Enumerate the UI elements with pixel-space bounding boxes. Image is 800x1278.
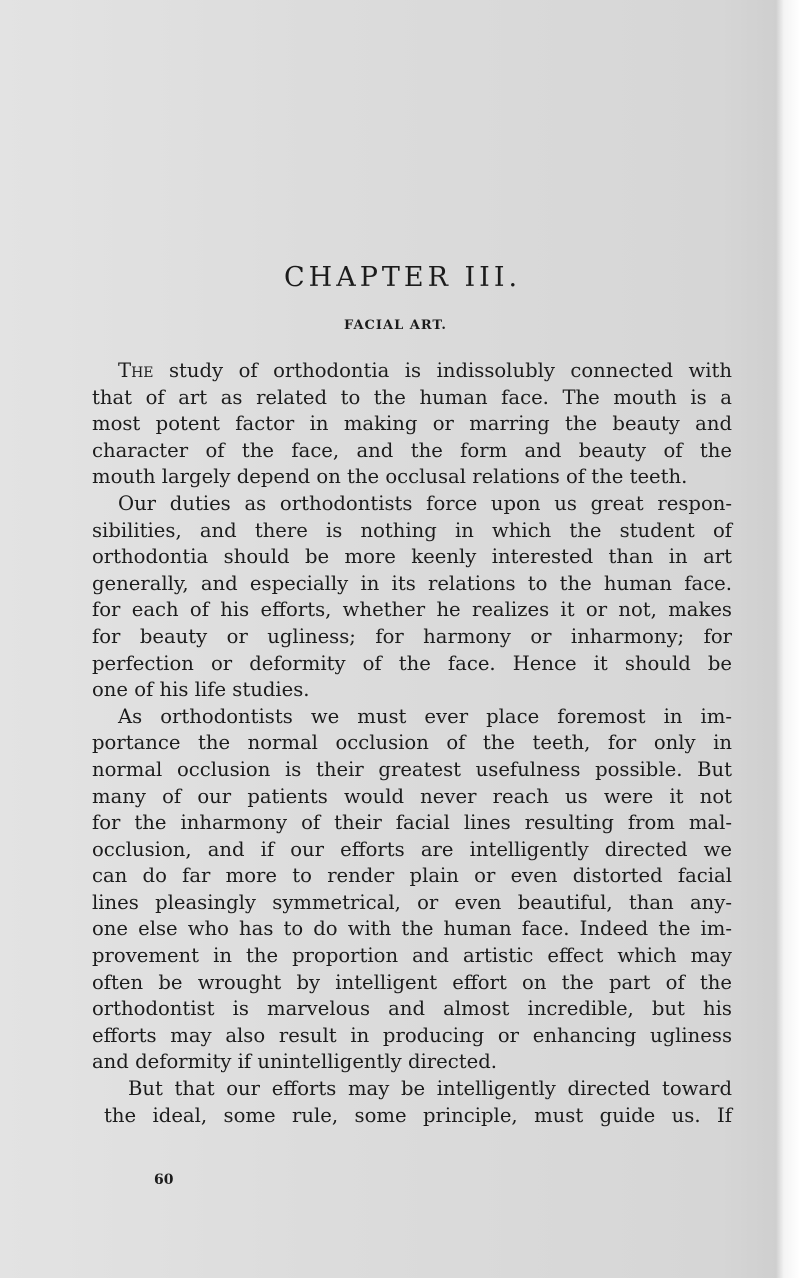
text-line: for the inharmony of their facial lines resulting from mal- bbox=[92, 811, 732, 835]
text-line: orthodontist is marvelous and almost incredible, but his bbox=[92, 997, 732, 1021]
paragraph bbox=[92, 358, 732, 385]
text-line: mouth largely depend on the occlusal relations of the teeth. bbox=[92, 465, 688, 489]
text-line: lines pleasingly symmetrical, or even beautiful, than any- bbox=[92, 890, 732, 914]
text-line: that of art as related to the human face. The mouth is a bbox=[92, 385, 732, 409]
drop-word: The bbox=[118, 359, 154, 382]
paragraph bbox=[92, 1076, 732, 1129]
text-line: for beauty or ugliness; for harmony or inharmony; for bbox=[92, 624, 732, 648]
text-line: can do far more to render plain or even distorted facial bbox=[92, 864, 732, 888]
text-line: often be wrought by intelligent effort on the part of the bbox=[92, 970, 732, 994]
text-line: sibilities, and there is nothing in which the student of bbox=[92, 518, 732, 542]
text-line: generally, and especially in its relations to the human face. bbox=[92, 571, 732, 595]
text-line: orthodontia should be more keenly interested than in art bbox=[92, 545, 732, 569]
text-line: many of our patients would never reach us were it not bbox=[92, 784, 732, 808]
paragraph bbox=[92, 491, 732, 704]
text-line: Our duties as orthodontists force upon us great respon- bbox=[118, 491, 732, 515]
line-text: study of orthodontia is indissolubly connected with bbox=[153, 359, 732, 382]
text-line: and deformity if unintelligently directed. bbox=[92, 1050, 497, 1074]
body-text bbox=[92, 358, 732, 1129]
text-line: provement in the proportion and artistic effect which may bbox=[92, 944, 732, 968]
text-line bbox=[118, 358, 732, 385]
text-line: As orthodontists we must ever place foremost in im- bbox=[118, 704, 732, 728]
paragraph bbox=[92, 704, 732, 1076]
section-title: FACIAL ART. bbox=[344, 318, 447, 333]
paragraph-continued bbox=[92, 385, 732, 491]
text-line: efforts may also result in producing or enhancing ugliness bbox=[92, 1023, 732, 1047]
text-line: the ideal, some rule, some principle, must guide us. If bbox=[104, 1103, 732, 1127]
text-line: normal occlusion is their greatest usefulness possible. But bbox=[92, 757, 732, 781]
text-line: one of his life studies. bbox=[92, 678, 310, 702]
page-number: 60 bbox=[154, 1172, 174, 1188]
text-line: But that our efforts may be intelligently directed toward bbox=[128, 1077, 732, 1101]
text-line: character of the face, and the form and beauty of the bbox=[92, 438, 732, 462]
text-line: perfection or deformity of the face. Hence it should be bbox=[92, 651, 732, 675]
text-line: portance the normal occlusion of the teeth, for only in bbox=[92, 731, 732, 755]
chapter-title: CHAPTER III. bbox=[284, 262, 522, 293]
text-line: one else who has to do with the human face. Indeed the im- bbox=[92, 917, 732, 941]
text-line: most potent factor in making or marring the beauty and bbox=[92, 412, 732, 436]
text-line: for each of his efforts, whether he realizes it or not, makes bbox=[92, 598, 732, 622]
text-line: occlusion, and if our efforts are intelligently directed we bbox=[92, 837, 732, 861]
